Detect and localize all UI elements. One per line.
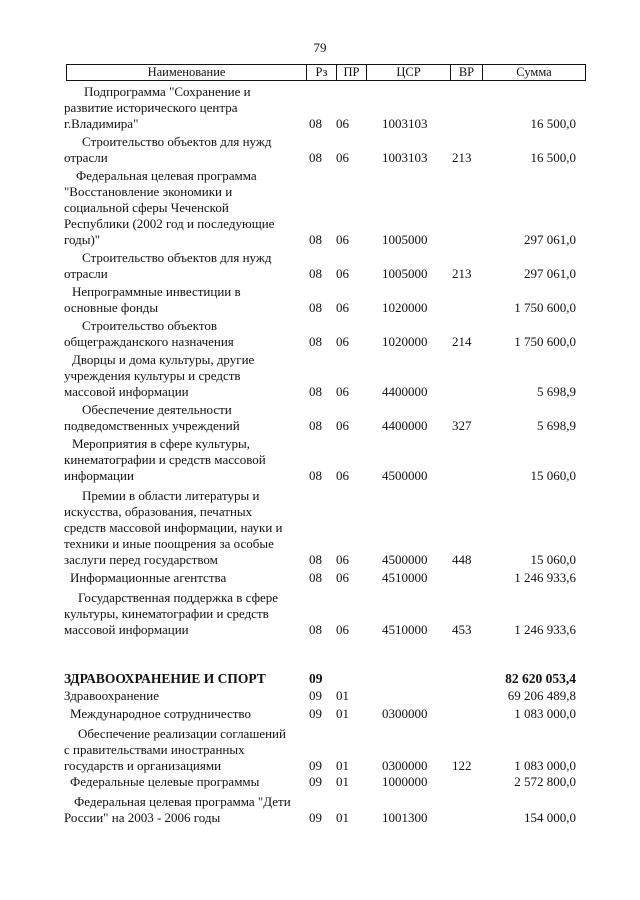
row-name — [64, 488, 302, 568]
row-csr: 0300000 — [382, 758, 428, 773]
page-number: 79 — [313, 40, 327, 55]
row-name-line: Обеспечение реализации соглашений — [78, 726, 286, 741]
row-name-line: Обеспечение деятельности — [82, 402, 232, 417]
row-pr: 01 — [336, 774, 349, 789]
row-name — [64, 84, 302, 132]
row-pr: 06 — [336, 622, 349, 637]
row-csr: 1001300 — [382, 810, 428, 825]
row-name-line: Федеральная целевая программа "Дети — [74, 794, 291, 809]
row-rz: 08 — [309, 334, 322, 349]
row-vr: 453 — [452, 622, 472, 637]
header-csr: ЦСР — [367, 65, 451, 80]
row-name-line: Строительство объектов — [82, 318, 217, 333]
row-vr: 122 — [452, 758, 472, 773]
row-csr: 4500000 — [382, 468, 428, 483]
row-sum: 1 750 600,0 — [514, 300, 576, 315]
row-name-line: Мероприятия в сфере культуры, — [72, 436, 250, 451]
row-name-line: Премии в области литературы и — [82, 488, 260, 503]
row-name-line: ЗДРАВООХРАНЕНИЕ И СПОРТ — [64, 671, 266, 686]
row-name — [64, 250, 302, 282]
row-pr: 06 — [336, 232, 349, 247]
table-row — [0, 488, 640, 568]
row-name-line: Федеральные целевые программы — [70, 774, 260, 789]
row-name-line: средств массовой информации, науки и — [64, 520, 283, 535]
table-row — [0, 570, 640, 586]
row-name-line: Строительство объектов для нужд — [82, 250, 272, 265]
row-name — [64, 284, 302, 316]
row-name-line: годы)" — [64, 232, 101, 247]
row-name-line: Дворцы и дома культуры, другие — [72, 352, 255, 367]
row-name-line: отрасли — [64, 266, 108, 281]
table-row — [0, 84, 640, 132]
row-csr: 1005000 — [382, 232, 428, 247]
row-name-line: Международное сотрудничество — [70, 706, 251, 721]
header-pr: ПР — [337, 65, 367, 80]
row-sum: 1 246 933,6 — [514, 622, 576, 637]
row-vr: 327 — [452, 418, 472, 433]
row-sum: 2 572 800,0 — [514, 774, 576, 789]
row-name — [64, 436, 302, 484]
row-name — [64, 774, 302, 790]
table-row — [0, 774, 640, 790]
row-rz: 08 — [309, 418, 322, 433]
row-name-line: заслуги перед государством — [64, 552, 218, 567]
row-pr: 06 — [336, 384, 349, 399]
row-pr: 06 — [336, 266, 349, 281]
row-name-line: Республики (2002 год и последующие — [64, 216, 275, 231]
row-name-line: Здравоохранение — [64, 688, 159, 703]
row-name-line: культуры, кинематографии и средств — [64, 606, 269, 621]
row-name — [64, 688, 302, 704]
row-csr: 4510000 — [382, 622, 428, 637]
table-row — [0, 284, 640, 316]
row-rz: 09 — [309, 688, 322, 703]
row-name-line: отрасли — [64, 150, 108, 165]
table-row — [0, 352, 640, 400]
row-rz: 08 — [309, 300, 322, 315]
row-vr: 213 — [452, 266, 472, 281]
table-row — [0, 590, 640, 638]
row-name-line: Подпрограмма "Сохранение и — [84, 84, 251, 99]
header-sum: Сумма — [516, 65, 552, 79]
row-rz: 08 — [309, 116, 322, 131]
row-name-line: подведомственных учреждений — [64, 418, 240, 433]
row-name-line: массовой информации — [64, 622, 189, 637]
row-pr: 06 — [336, 150, 349, 165]
row-name-line: общегражданского назначения — [64, 334, 234, 349]
row-pr: 06 — [336, 552, 349, 567]
row-sum: 15 060,0 — [530, 468, 576, 483]
row-name — [64, 671, 302, 687]
table-row — [0, 134, 640, 166]
row-rz: 08 — [309, 622, 322, 637]
row-csr: 4500000 — [382, 552, 428, 567]
row-name — [64, 318, 302, 350]
row-name-line: Строительство объектов для нужд — [82, 134, 272, 149]
row-name-line: Федеральная целевая программа — [76, 168, 257, 183]
row-pr: 06 — [336, 300, 349, 315]
row-name-line: Информационные агентства — [70, 570, 227, 585]
table-row — [0, 671, 640, 687]
row-vr: 214 — [452, 334, 472, 349]
row-rz: 08 — [309, 150, 322, 165]
table-row — [0, 250, 640, 282]
row-csr: 1020000 — [382, 334, 428, 349]
row-name — [64, 402, 302, 434]
row-rz: 09 — [309, 671, 323, 686]
table-row — [0, 726, 640, 774]
row-vr: 213 — [452, 150, 472, 165]
row-sum: 1 750 600,0 — [514, 334, 576, 349]
row-csr: 0300000 — [382, 706, 428, 721]
row-csr: 1003103 — [382, 116, 428, 131]
row-sum: 5 698,9 — [537, 418, 576, 433]
table-row — [0, 318, 640, 350]
row-pr: 01 — [336, 758, 349, 773]
row-rz: 08 — [309, 232, 322, 247]
row-name — [64, 794, 302, 826]
row-pr: 01 — [336, 688, 349, 703]
row-rz: 09 — [309, 774, 322, 789]
row-pr: 01 — [336, 810, 349, 825]
row-sum: 154 000,0 — [524, 810, 576, 825]
row-csr: 1005000 — [382, 266, 428, 281]
row-rz: 08 — [309, 570, 322, 585]
row-rz: 08 — [309, 384, 322, 399]
row-sum: 16 500,0 — [530, 116, 576, 131]
row-vr: 448 — [452, 552, 472, 567]
row-sum: 1 246 933,6 — [514, 570, 576, 585]
row-pr: 06 — [336, 418, 349, 433]
row-rz: 08 — [309, 552, 322, 567]
table-row — [0, 688, 640, 704]
row-rz: 08 — [309, 266, 322, 281]
row-name-line: государств и организациями — [64, 758, 222, 773]
row-name — [64, 168, 302, 248]
row-name-line: кинематографии и средств массовой — [64, 452, 266, 467]
row-pr: 06 — [336, 468, 349, 483]
row-csr: 4510000 — [382, 570, 428, 585]
row-name-line: массовой информации — [64, 384, 189, 399]
row-name — [64, 590, 302, 638]
row-rz: 08 — [309, 468, 322, 483]
row-sum: 16 500,0 — [530, 150, 576, 165]
row-name-line: России" на 2003 - 2006 годы — [64, 810, 221, 825]
row-csr: 1020000 — [382, 300, 428, 315]
row-pr: 06 — [336, 334, 349, 349]
table-row — [0, 402, 640, 434]
row-name-line: техники и иные поощрения за особые — [64, 536, 274, 551]
row-name — [64, 352, 302, 400]
header-vr: ВР — [451, 65, 483, 80]
row-sum: 1 083 000,0 — [514, 706, 576, 721]
row-sum: 5 698,9 — [537, 384, 576, 399]
row-rz: 09 — [309, 706, 322, 721]
row-name-line: Государственная поддержка в сфере — [78, 590, 279, 605]
row-name-line: социальной сферы Чеченской — [64, 200, 229, 215]
table-row — [0, 706, 640, 722]
row-rz: 09 — [309, 758, 322, 773]
row-sum: 15 060,0 — [530, 552, 576, 567]
row-rz: 09 — [309, 810, 322, 825]
row-name — [64, 706, 302, 722]
row-name-line: искусства, образования, печатных — [64, 504, 253, 519]
table-header — [66, 64, 586, 81]
row-csr: 1003103 — [382, 150, 428, 165]
row-pr: 06 — [336, 570, 349, 585]
row-sum: 1 083 000,0 — [514, 758, 576, 773]
row-csr: 1000000 — [382, 774, 428, 789]
row-name-line: информации — [64, 468, 134, 483]
table-row — [0, 168, 640, 248]
row-name-line: Непрограммные инвестиции в — [72, 284, 241, 299]
row-pr: 01 — [336, 706, 349, 721]
row-sum: 297 061,0 — [524, 232, 576, 247]
row-pr: 06 — [336, 116, 349, 131]
row-name-line: развитие исторического центра — [64, 100, 238, 115]
row-name — [64, 726, 302, 774]
header-rz: Рз — [307, 65, 337, 80]
row-name-line: учреждения культуры и средств — [64, 368, 241, 383]
row-name-line: г.Владимира" — [64, 116, 139, 131]
row-csr: 4400000 — [382, 384, 428, 399]
header-name: Наименование — [67, 65, 307, 80]
row-sum: 69 206 489,8 — [507, 688, 576, 703]
row-csr: 4400000 — [382, 418, 428, 433]
row-name — [64, 134, 302, 166]
row-sum: 297 061,0 — [524, 266, 576, 281]
row-name-line: основные фонды — [64, 300, 159, 315]
table-row — [0, 794, 640, 826]
row-name-line: с правительствами иностранных — [64, 742, 245, 757]
row-name — [64, 570, 302, 586]
table-row — [0, 436, 640, 484]
row-sum: 82 620 053,4 — [505, 671, 576, 686]
row-name-line: "Восстановление экономики и — [64, 184, 233, 199]
